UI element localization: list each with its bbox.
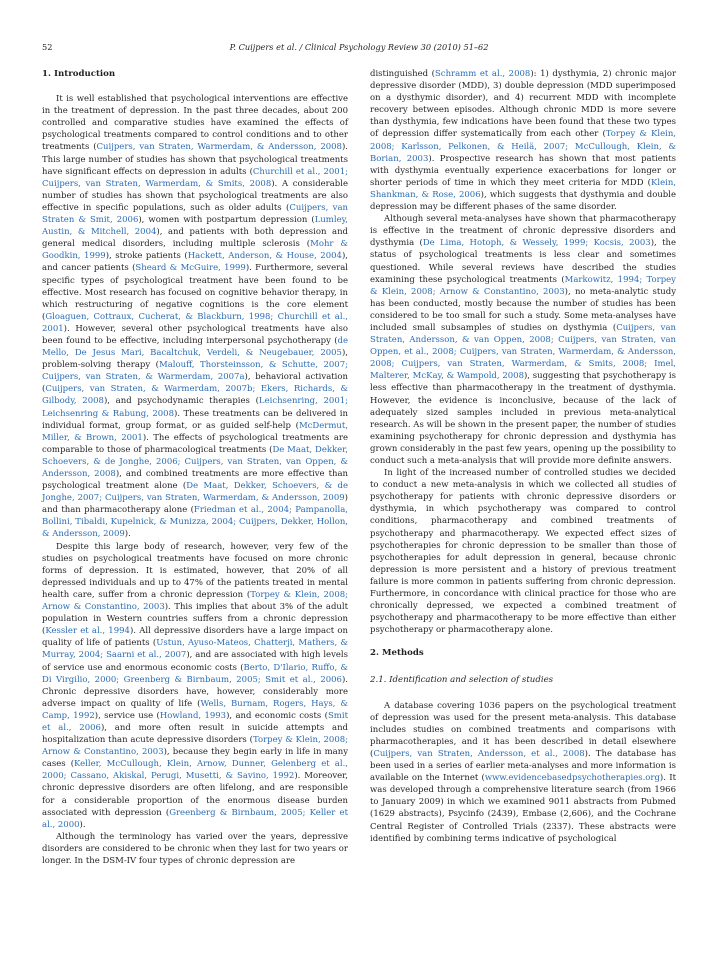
paragraph: [42, 541, 348, 831]
citation-link[interactable]: Cuijpers, van Straten, & Warmerdam, 2007b; Ekers, Richards, & Gilbody, 2008: [42, 384, 348, 407]
left-column: [42, 68, 348, 867]
paragraph-text: ). Chronic depressive disorders have, however, considerably more adverse impact on quality of life (: [42, 674, 348, 709]
citation-link[interactable]: Sheard & McGuire, 1999: [135, 263, 246, 274]
paragraph-text: ), and economic costs (: [226, 710, 328, 721]
paragraph: [370, 467, 676, 636]
paragraph-text: ), and more often result in suicide attempts and hospitalization than acute depressive disorders (: [42, 722, 349, 746]
paragraph-text: ). Moreover, chronic depressive disorders are often lifelong, and are responsible for a considerable proportion of the enormous disease burden associated with depression (: [42, 771, 348, 818]
paragraph-text: ), and cancer patients (: [42, 251, 348, 274]
paragraph-text: ) and than pharmacotherapy alone (: [42, 493, 348, 516]
paragraph-text: A database covering 1036 papers on the psychological treatment of depression was used for the present meta-analysis. This database includes studies on combined treatments and comparisons with pharmacotherapies, and it has been described in detail elsewhere (: [370, 700, 676, 759]
citation-link[interactable]: Malouff, Thorsteinsson, & Schutte, 2007; Cuijpers, van Straten, & Warmerdam, 2007a: [42, 360, 348, 383]
journal-citation: P. Cuijpers et al. / Clinical Psychology Review 30 (2010) 51–62: [229, 42, 489, 52]
right-body-intro: [370, 68, 676, 636]
citation-link[interactable]: Torpey & Klein, 2008; Karlsson, Pelkonen, & Heilä, 2007; McCullough, Klein, & Borian, 2003: [370, 129, 676, 164]
paragraph-text: ), the status of psychological treatments is less clear and sometimes questioned. While several reviews have described the studies examining these psychological treatments (: [370, 238, 676, 285]
citation-link[interactable]: Markowitz, 1994; Torpey & Klein, 2008; Arnow & Constantino, 2003: [370, 274, 676, 297]
citation-link[interactable]: McDermut, Miller, & Brown, 2001: [42, 420, 348, 443]
section-heading-methods: 2. Methods: [370, 648, 424, 659]
paragraph: [42, 831, 348, 867]
right-column: [370, 68, 676, 845]
citation-link[interactable]: Wells, Burnam, Rogers, Hays, & Camp, 1992: [42, 698, 348, 721]
citation-link[interactable]: Kessler et al., 1994: [45, 626, 130, 637]
paragraph-text: It is well established that psychological interventions are effective in the treatment of depression. In the past three decades, about 200 controlled and comparative studies have examined the effects of psychological treatments compared to control conditions and to other treatments (: [42, 94, 348, 153]
paragraph: [370, 700, 676, 845]
citation-link[interactable]: www.evidencebasedpsychotherapies.org: [484, 773, 660, 784]
paragraph-text: Despite this large body of research, however, very few of the studies on psychological treatments have focused on more chronic forms of depression. It is estimated, however, that 20% of all depressed individuals and up to 47% of the patients treated in mental health care, suffer from a chronic depression (: [42, 541, 348, 600]
paragraph-text: ), service use (: [94, 710, 160, 721]
page-number: 52: [42, 42, 53, 52]
paragraph-text: ). However, several other psychological treatments have also been found to be effective, including interpersonal psychotherapy (: [42, 323, 348, 346]
paragraph-text: Although the terminology has varied over the years, depressive disorders are considered to be chronic when they last for two years or longer. In the DSM-IV four types of chronic depression are: [42, 831, 348, 866]
paragraph-text: ). It was developed through a comprehensive literature search (from 1966 to January 2009) in which we examined 9011 abstracts from Pubmed (1629 abstracts), Psycinfo (2439), Embase (2,606), and the Cochrane Central Register of Controlled Trials (2337). These abstracts were identified by combining terms indicative of psychological: [370, 773, 676, 844]
citation-link[interactable]: Mohr & Goodkin, 1999: [42, 239, 348, 262]
paragraph-text: ), problem-solving therapy (: [42, 348, 348, 371]
paragraph-text: ): 1) dysthymia, 2) chronic major depressive disorder (MDD), 3) double depression (MDD superimposed on a dysthymic disorder), and 4) recurrent MDD with incomplete recovery between episodes. Although chronic MDD is more severe than dysthymia, few indications have been found that these two types of depression differ systematically from each other (: [370, 69, 677, 140]
citation-link[interactable]: Cuijpers, van Straten & Smit, 2006: [42, 202, 348, 226]
paragraph-text: ). Prospective research has shown that most patients with dysthymia eventually experience exacerbations for longer or shorter periods of time in which they meet criteria for MDD (: [370, 153, 676, 188]
paragraph-text: ). The effects of psychological treatments are comparable to those of pharmacological treatments (: [42, 432, 348, 455]
citation-link[interactable]: Torpey & Klein, 2008; Arnow & Constantino, 2003: [42, 589, 348, 613]
section-heading-introduction: 1. Introduction: [42, 69, 116, 79]
citation-link[interactable]: de Mello, De Jesus Mari, Bacaltchuk, Verdeli, & Neugebauer, 2005: [42, 335, 348, 359]
left-body: [42, 93, 348, 867]
paragraph-text: ). These treatments can be delivered in individual format, group format, or as guided self-help (: [42, 408, 348, 431]
paragraph-text: ), and psychodynamic therapies (: [103, 396, 259, 407]
citation-link[interactable]: Churchill et al., 2001; Cuijpers, van Straten, Warmerdam, & Smits, 2008: [42, 166, 348, 189]
citation-link[interactable]: Ustun, Ayuso-Mateos, Chatterji, Mathers, & Murray, 2004; Saarni et al., 2007: [42, 638, 348, 661]
paragraph-text: ). All depressive disorders have a large impact on quality of life of patients (: [42, 626, 348, 649]
paragraph-text: ). This large number of studies has shown that psychological treatments have significant effects on depression in adults (: [42, 142, 348, 177]
paragraph-text: ), stroke patients (: [105, 251, 188, 262]
paragraph-text: ). Furthermore, several specific types of psychological treatment have been found to be effective. Most research has focused on cognitive behavior therapy, in which restructuring of negative cognitions is the core element (: [42, 263, 348, 322]
paragraph-text: ). This implies that about 3% of the adult population in Western countries suffers from a chronic depression (: [42, 602, 348, 637]
paragraph-text: ), suggesting that psychotherapy is less effective than pharmacotherapy in the treatment of dysthymia. However, the evidence is inconclusive, because of the lack of adequately sized samples included in previous meta-analytical research. As will be shown in the present paper, the number of studies examining psychotherapy for chronic depression and dysthymia has grown considerably in the past few years, opening up the possibility to conduct such a meta-analysis that will provide more definite answers.: [370, 371, 676, 466]
citation-link[interactable]: Klein, Shankman, & Rose, 2006: [370, 177, 676, 200]
paragraph-text: ), women with postpartum depression (: [138, 215, 315, 226]
paragraph-text: ), which suggests that dysthymia and double depression may be different phases of the same disorder.: [370, 189, 676, 213]
paragraph-text: ), behavioral activation (: [42, 372, 348, 395]
right-body-methods: [370, 700, 676, 845]
paragraph-text: ).: [124, 529, 131, 540]
citation-link[interactable]: Keller, McCullough, Klein, Arnow, Dunner, Gelenberg et al., 2000; Cassano, Akiskal, Perugi, Musetti, & Savino, 1992: [42, 759, 348, 782]
citation-link[interactable]: Greenberg & Birnbaum, 2005; Keller et al., 2000: [42, 807, 348, 830]
citation-link[interactable]: Gloaguen, Cottraux, Cucherat, & Blackburn, 1998; Churchill et al., 2001: [42, 311, 348, 334]
citation-link[interactable]: De Maat, Dekker, Schoevers, & de Jonghe, 2006; Cuijpers, van Straten, van Oppen, & Andersson, 2008: [42, 444, 349, 479]
paragraph-text: In light of the increased number of controlled studies we decided to conduct a new meta-analysis in which we collected all studies of psychotherapy for patients with chronic depressive disorders or dysthymia, in which psychotherapy was compared to control conditions, pharmacotherapy and combined treatments of psychotherapy and pharmacotherapy. We expected effect sizes of psychotherapies for chronic depression to be smaller than those of psychotherapies for adult depression in general, because chronic depression is more persistent and a history of previous treatment failure is more common in patients suffering from chronic depression. Furthermore, in concordance with clinical practice for those who are chronically depressed, we expected a combined treatment of psychotherapy and pharmacotherapy to be more effective than either psychotherapy or pharmacotherapy alone.: [370, 468, 676, 636]
citation-link[interactable]: Cuijpers, van Straten, Andersson, et al., 2008: [373, 748, 585, 759]
paragraph-text: ). The database has been used in a series of earlier meta-analyses and more information is available on the Internet (: [370, 748, 676, 784]
paragraph-text: ).: [79, 819, 86, 830]
citation-link[interactable]: Cuijpers, van Straten, Warmerdam, & Andersson, 2008: [96, 142, 342, 153]
citation-link[interactable]: Torpey & Klein, 2008; Arnow & Constantino, 2003: [42, 735, 349, 758]
paragraph-text: distinguished (: [370, 69, 435, 79]
citation-link[interactable]: De Lima, Hotoph, & Wessely, 1999; Kocsis, 2003: [422, 238, 651, 249]
citation-link[interactable]: Friedman et al., 2004; Pampanolla, Bollini, Tibaldi, Kupelnick, & Munizza, 2004; Cuijpers, Dekker, Hollon, & Andersson, 2009: [42, 505, 349, 540]
paragraph-text: ), and patients with both depression and general medical disorders, including multiple sclerosis (: [42, 227, 348, 250]
paragraph-text: Although several meta-analyses have shown that pharmacotherapy is effective in the treatment of chronic depressive disorders and dysthymia (: [370, 214, 676, 249]
paragraph-text: ). A considerable number of studies has shown that psychological treatments are also effective in specific populations, such as older adults (: [42, 178, 348, 213]
citation-link[interactable]: Lumley, Austin, & Mitchell, 2004: [42, 215, 348, 238]
subsection-heading-identification: 2.1. Identification and selection of studies: [370, 674, 554, 685]
citation-link[interactable]: Berto, D'Ilario, Ruffo, & Di Virgilio, 2000; Greenberg & Birnbaum, 2005; Smit et al., 2006: [42, 662, 348, 685]
citation-link[interactable]: Leichsenring, 2001; Leichsenring & Rabung, 2008: [42, 396, 349, 419]
citation-link[interactable]: Hackett, Anderson, & House, 2004: [187, 251, 342, 262]
paragraph-text: ), and are associated with high levels of service use and enormous economic costs (: [42, 650, 349, 673]
paragraph-text: ), because they begin early in life in many cases (: [42, 747, 349, 770]
citation-link[interactable]: Howland, 1993: [159, 710, 227, 721]
citation-link[interactable]: Smit et al., 2006: [42, 710, 348, 733]
paragraph-text: ), and combined treatments are more effective than psychological treatment alone (: [42, 469, 349, 492]
paragraph: [42, 93, 348, 540]
paragraph: [370, 213, 676, 467]
paragraph: [370, 68, 676, 213]
citation-link[interactable]: De Maat, Dekker, Schoevers, & de Jonghe, 2007; Cuijpers, van Straten, Warmerdam, & Andersson, 2009: [42, 481, 348, 504]
paragraph-text: ), no meta-analytic study has been conducted, mostly because the number of studies has been considered to be too small for such a study. Some meta-analyses have included small subsamples of studies on dysthymia (: [370, 286, 676, 333]
citation-link[interactable]: Schramm et al., 2008: [434, 69, 531, 79]
citation-link[interactable]: Cuijpers, van Straten, Andersson, & van Oppen, 2008; Cuijpers, van Straten, van Oppen, et al., 2008; Cuijpers, van Straten, Warmerdam, & Andersson, 2008; Cuijpers, van Straten, Warmerdam, & Smits, 2008; Imel, Malterer, McKay, & Wampold, 2008: [370, 322, 676, 382]
running-header: [42, 42, 676, 56]
